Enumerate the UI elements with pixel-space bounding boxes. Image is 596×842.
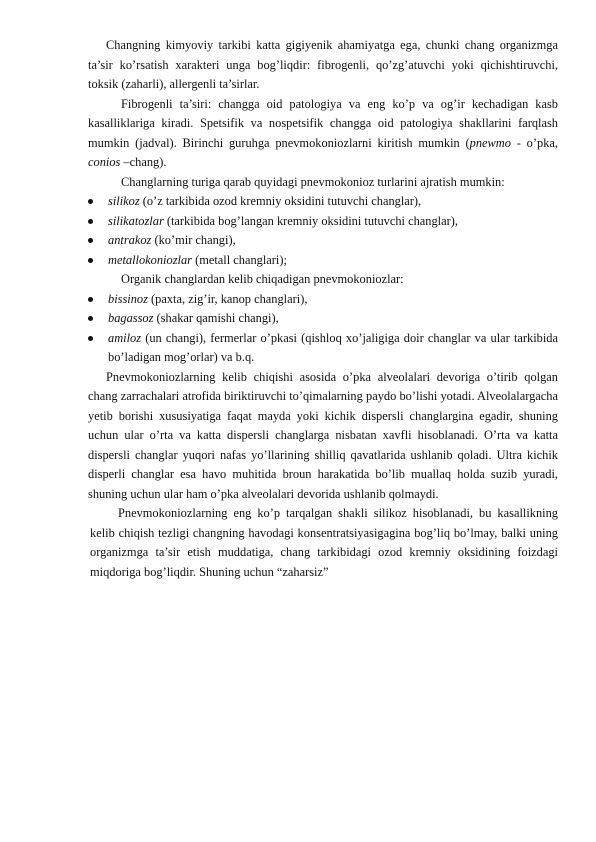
bullet-icon	[88, 238, 93, 243]
list-item: bissinoz (paxta, zig’ir, kanop changlari),	[88, 290, 558, 310]
list-item: silikatozlar (tarkibida bog’langan kremniy oksidini tutuvchi changlar),	[88, 212, 558, 232]
list-item: metallokoniozlar (metall changlari);	[88, 251, 558, 271]
list-item: silikoz (o’z tarkibida ozod kremniy oksidini tutuvchi changlar),	[88, 192, 558, 212]
bullet-icon	[88, 336, 93, 341]
list-item: antrakoz (ko’mir changi),	[88, 231, 558, 251]
paragraph-dust-types-intro: Changlarning turiga qarab quyidagi pnevmokonioz turlarini ajratish mumkin:	[121, 174, 505, 189]
list-item: bagassoz (shakar qamishi changi),	[88, 309, 558, 329]
bullet-icon	[88, 219, 93, 224]
paragraph-fibrogenic-effect: Fibrogenli ta’siri: changga oid patologiya va eng ko’p va og’ir kechadigan kasb kasalliklariga kiradi. Spetsifik va nospetsifik changga oid patologiya shakllarini farqlash mumkin (jadval). Birinchi guruhga pnevmokoniozlarni kiritish mumkin (pnewmo - o’pka, conios –chang).	[88, 96, 558, 169]
bullet-icon	[88, 297, 93, 302]
list-organic-pneumoconioses	[88, 290, 558, 368]
bullet-icon	[88, 316, 93, 321]
document-page	[88, 36, 558, 582]
bullet-icon	[88, 199, 93, 204]
list-inorganic-pneumoconioses	[88, 192, 558, 270]
paragraph-silicosis: Pnevmokoniozlarning eng ko’p tarqalgan shakli silikoz hisoblanadi, bu kasallikning kelib chiqish tezligi changning havodagi konsentratsiyasigagina bog’liq bo’lmay, balki uning organizmga ta’sir etish muddatiga, chang tarkibidagi ozod kremniy oksidining foizdagi miqdoriga bog’liqdir. Shuning uchun “zaharsiz”	[90, 506, 558, 579]
paragraph-chemical-composition: Changning kimyoviy tarkibi katta gigiyenik ahamiyatga ega, chunki chang organizmga ta’sir ko’rsatish xarakteri unga bog’liqdir: fibrogenli, qo’zg’atuvchi yoki qichishtiruvchi, toksik (zaharli), allergenli ta’sirlar.	[88, 38, 558, 91]
paragraph-organic-dust-intro: Organik changlardan kelib chiqadigan pnevmokoniozlar:	[121, 272, 404, 286]
bullet-icon	[88, 258, 93, 263]
paragraph-pneumoconiosis-mechanism: Pnevmokoniozlarning kelib chiqishi asosida o’pka alveolalari devoriga o’tirib qolgan chang zarrachalari atrofida biriktiruvchi to’qimalarning paydo bo’lishi yotadi. Alveolalargacha yetib borishi xususiyatiga faqat mayda yoki kichik dispersli changlargina egadir, shuning uchun ular o’rta va katta dispersli changlarga nisbatan xavfli hisoblanadi. O’rta va katta dispersli changlar yuqori nafas yo’llarining shilliq qavatlarida ushlanib qoladi. Ultra kichik disperli changlar esa havo muhitida broun harakatida bo’lib muallaq holda suzib yuradi, shuning uchun ular ham o’pka alveolalari devorida ushlanib qolmaydi.	[88, 369, 558, 501]
list-item: amiloz (un changi), fermerlar o’pkasi (qishloq xo’jaligiga doir changlar va ular tarkibida bo’ladigan mog’orlar) va b.q.	[88, 329, 558, 368]
